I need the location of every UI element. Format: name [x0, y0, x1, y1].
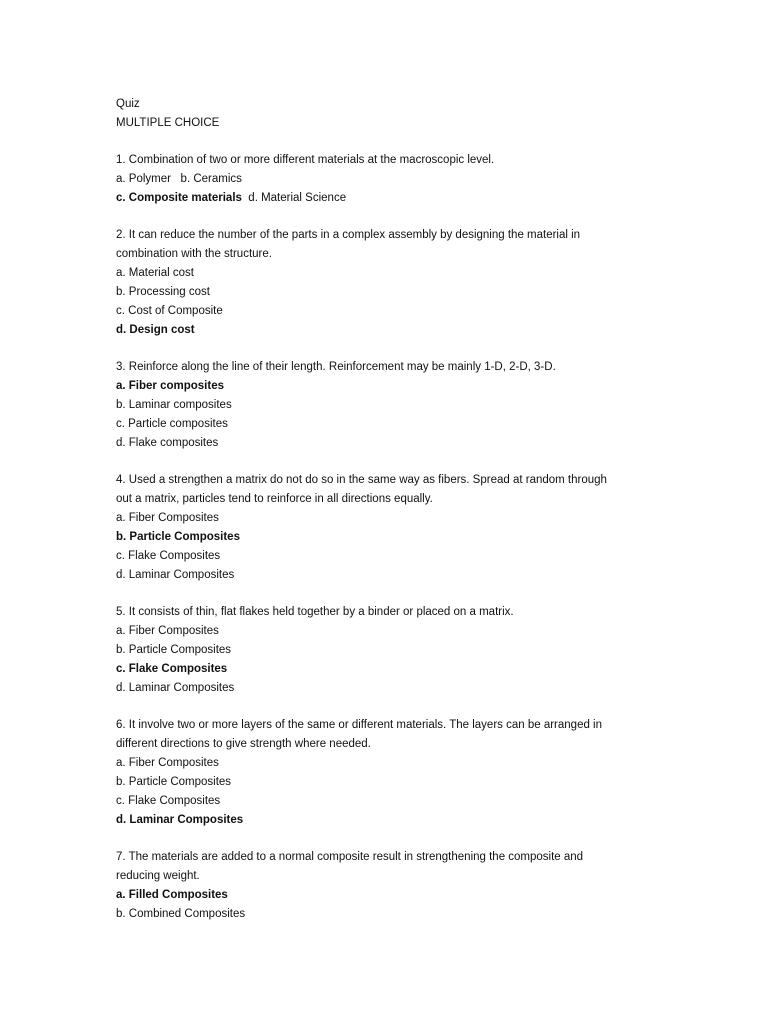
question-3 [116, 358, 656, 453]
correct-answer: c. Flake Composites [116, 663, 228, 675]
page-title: Quiz [116, 98, 140, 110]
question-text: 2. It can reduce the number of the parts in a complex assembly by designing the material in [116, 229, 581, 241]
question-text-cont: reducing weight. [116, 870, 200, 882]
spacer [116, 133, 656, 151]
question-text-cont: different directions to give strength where needed. [116, 738, 371, 750]
spacer [116, 698, 656, 716]
option-c: c. Flake Composites [116, 795, 221, 807]
option-d: d. Laminar Composites [116, 682, 235, 694]
question-text: 6. It involve two or more layers of the same or different materials. The layers can be arranged in [116, 719, 603, 731]
question-text-cont: combination with the structure. [116, 248, 272, 260]
options-line: a. Polymer b. Ceramics [116, 173, 242, 185]
question-text: 3. Reinforce along the line of their length. Reinforcement may be mainly 1-D, 2-D, 3-D. [116, 361, 556, 373]
option-a: a. Fiber Composites [116, 757, 219, 769]
document-page [116, 95, 656, 924]
correct-answer: a. Fiber composites [116, 380, 225, 392]
question-6 [116, 716, 656, 830]
question-4 [116, 471, 656, 585]
option-d: d. Flake composites [116, 437, 219, 449]
section-heading: MULTIPLE CHOICE [116, 117, 220, 129]
question-text: 4. Used a strengthen a matrix do not do so in the same way as fibers. Spread at random through [116, 474, 607, 486]
option-b: b. Laminar composites [116, 399, 232, 411]
correct-answer: d. Laminar Composites [116, 814, 244, 826]
question-text: 7. The materials are added to a normal composite result in strengthening the composite and [116, 851, 584, 863]
correct-answer: b. Particle Composites [116, 531, 240, 543]
question-text: 1. Combination of two or more different materials at the macroscopic level. [116, 154, 495, 166]
question-text: 5. It consists of thin, flat flakes held together by a binder or placed on a matrix. [116, 606, 514, 618]
option-c: c. Flake Composites [116, 550, 221, 562]
option-d: d. Laminar Composites [116, 569, 235, 581]
option-b: b. Processing cost [116, 286, 210, 298]
correct-answer: a. Filled Composites [116, 889, 228, 901]
option-b: b. Particle Composites [116, 644, 232, 656]
spacer [116, 830, 656, 848]
spacer [116, 585, 656, 603]
options-line [116, 189, 656, 208]
option-b: b. Combined Composites [116, 908, 246, 920]
spacer [116, 208, 656, 226]
option-c: c. Particle composites [116, 418, 228, 430]
question-5 [116, 603, 656, 698]
correct-answer: c. Composite materials [116, 192, 242, 204]
spacer [116, 453, 656, 471]
question-7 [116, 848, 656, 924]
option-d: d. Material Science [241, 192, 347, 204]
spacer [116, 340, 656, 358]
question-2 [116, 226, 656, 340]
option-a: a. Material cost [116, 267, 194, 279]
option-b: b. Particle Composites [116, 776, 232, 788]
question-1 [116, 151, 656, 208]
option-a: a. Fiber Composites [116, 625, 219, 637]
question-text-cont: out a matrix, particles tend to reinforce in all directions equally. [116, 493, 433, 505]
option-a: a. Fiber Composites [116, 512, 219, 524]
option-c: c. Cost of Composite [116, 305, 223, 317]
correct-answer: d. Design cost [116, 324, 195, 336]
